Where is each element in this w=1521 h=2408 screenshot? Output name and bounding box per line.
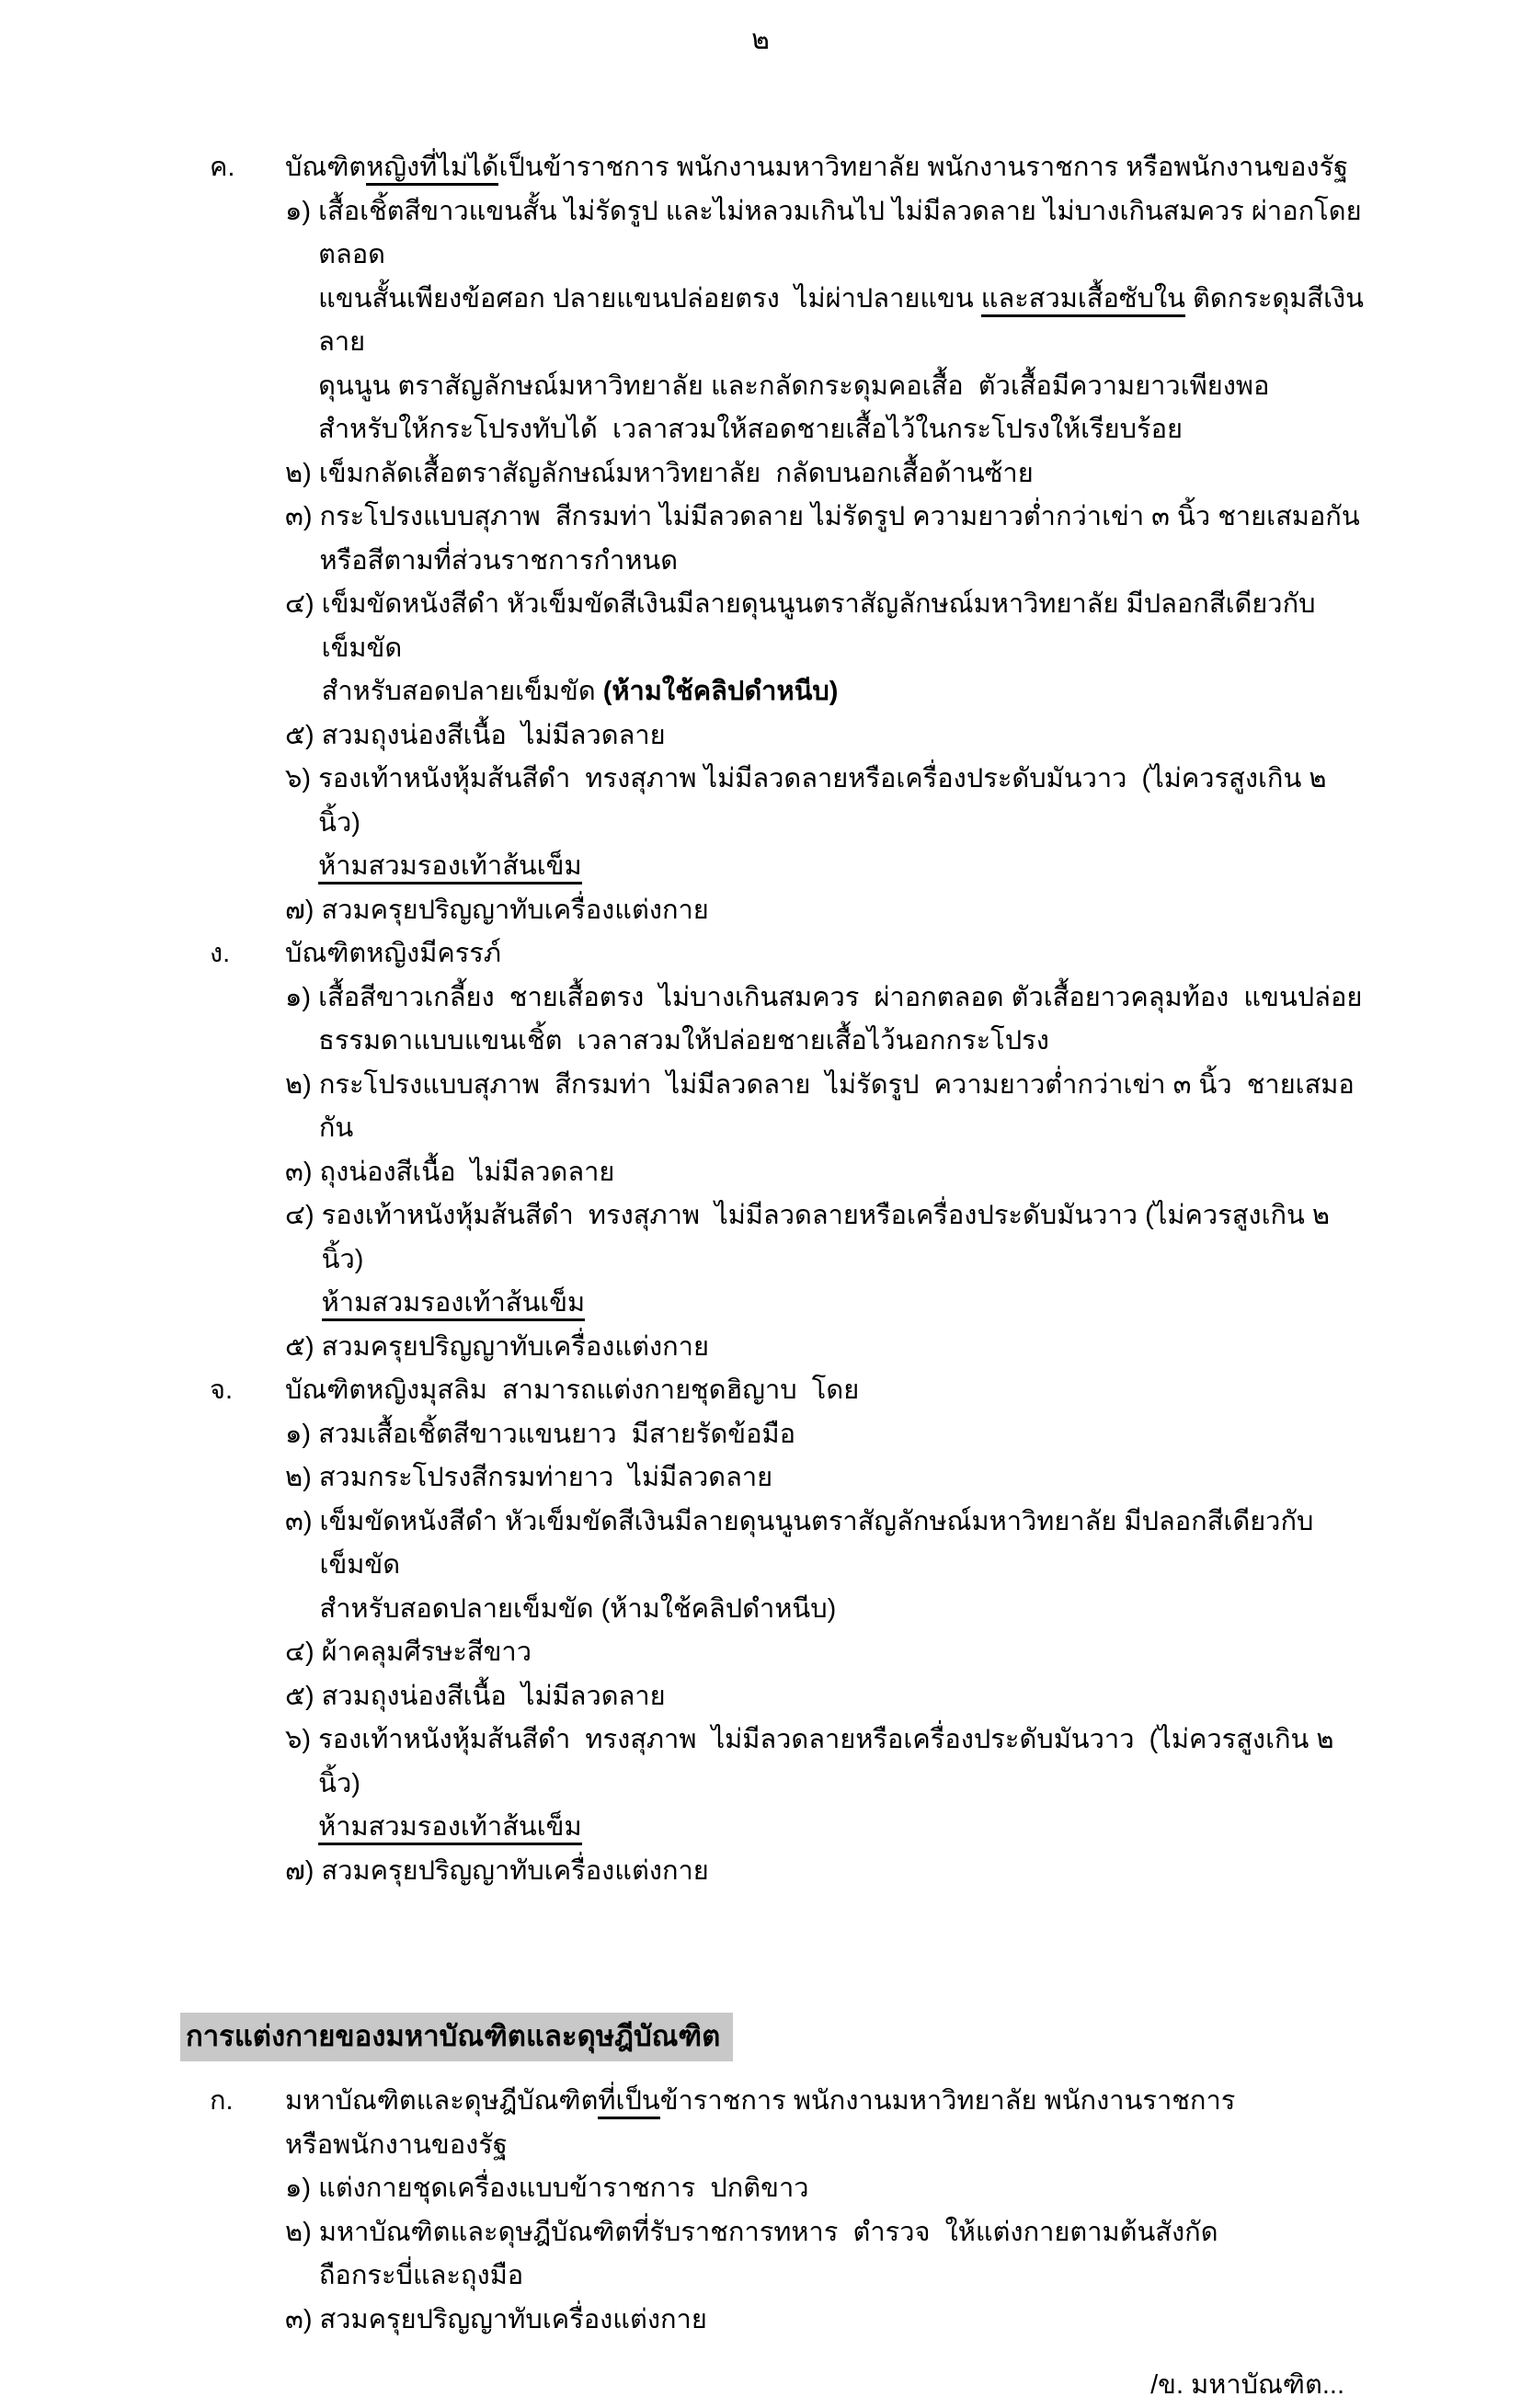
section-heading <box>285 146 1365 190</box>
section-letter: ง. <box>210 939 231 968</box>
text-run: สวมเสื้อเชิ้ตสีขาวแขนยาว มีสายรัดข้อมือ <box>318 1419 796 1449</box>
text-run: ดุนนูน ตราสัญลักษณ์มหาวิทยาลัย และกลัดกระดุมคอเสื้อ ตัวเสื้อมีความยาวเพียงพอ <box>318 371 1270 401</box>
list-item <box>285 1456 1365 1501</box>
underlined-text: หญิงที่ไม่ได้ <box>366 153 498 186</box>
list-item <box>285 452 1365 496</box>
document-section <box>0 146 1521 932</box>
list-item <box>285 1850 1365 1894</box>
text-run: เสื้อสีขาวเกลี้ยง ชายเสื้อตรง ไม่บางเกินสมควร ผ่าอกตลอด ตัวเสื้อยาวคลุมท้อง แขนปล่อย <box>318 982 1363 1012</box>
sections-before <box>0 146 1521 1893</box>
list-item <box>285 714 1365 759</box>
item-text <box>322 1326 1365 1370</box>
list-item <box>285 190 1365 452</box>
page-number: ๒ <box>751 25 770 55</box>
list-item <box>285 1501 1365 1632</box>
item-text <box>318 758 1365 889</box>
item-list <box>285 1413 1365 1894</box>
section-letter: ก. <box>210 2086 234 2116</box>
text-run: เป็นข้าราชการ พนักงานมหาวิทยาลัย พนักงานราชการ หรือพนักงานของรัฐ <box>498 153 1349 182</box>
item-number: ๑) <box>285 982 319 1012</box>
text-run: บัณฑิต <box>285 153 367 182</box>
item-text <box>319 1064 1365 1151</box>
text-run: สวมครุยปริญญาทับเครื่องแต่งกาย <box>321 895 709 925</box>
item-number: ๒) <box>285 458 319 488</box>
item-number: ๕) <box>285 1331 322 1362</box>
list-item <box>285 976 1365 1064</box>
text-run: สวมกระโปรงสีกรมท่ายาว ไม่มีลวดลาย <box>318 1463 773 1492</box>
item-text <box>322 1631 1365 1675</box>
item-list <box>285 976 1365 1370</box>
text-run: แขนสั้นเพียงข้อศอก ปลายแขนปล่อยตรง ไม่ผ่าปลายแขน <box>318 283 981 314</box>
text-run: ธรรมดาแบบแขนเชิ้ต เวลาสวมให้ปล่อยชายเสื้อไว้นอกกระโปรง <box>318 1026 1049 1056</box>
item-text <box>320 496 1365 583</box>
text-run: มหาบัณฑิตและดุษฎีบัณฑิตที่รับราชการทหาร ตำรวจ ให้แต่งกายตามต้นสังกัด <box>318 2217 1218 2247</box>
section-heading <box>285 932 1365 976</box>
text-run: บัณฑิตหญิงมีครรภ์ <box>285 939 501 968</box>
item-list <box>285 190 1365 933</box>
text-run: เข็มกลัดเสื้อตราสัญลักษณ์มหาวิทยาลัย กลัดบนอกเสื้อด้านซ้าย <box>318 458 1034 488</box>
item-number: ๒) <box>285 2217 319 2247</box>
text-run: บัณฑิตหญิงมุสลิม สามารถแต่งกายชุดฮิญาบ โดย <box>285 1375 860 1405</box>
list-item <box>285 1064 1365 1151</box>
text-run: สำหรับสอดปลายเข็มขัด (ห้ามใช้คลิปดำหนีบ) <box>319 1593 837 1624</box>
text-run: ข้าราชการ พนักงานมหาวิทยาลัย พนักงานราชการ <box>659 2086 1236 2116</box>
item-text <box>319 452 1365 496</box>
item-number: ๖) <box>285 764 319 793</box>
item-text <box>319 2211 1365 2299</box>
list-item <box>285 1413 1365 1457</box>
highlight-heading-row <box>180 2013 1521 2061</box>
list-item <box>285 2167 1365 2211</box>
list-item <box>285 1631 1365 1675</box>
text-run: ถือกระบี่และถุงมือ <box>318 2261 524 2290</box>
item-text <box>322 714 1365 759</box>
item-text <box>320 2299 1365 2343</box>
text-run: สวมถุงน่องสีเนื้อ ไม่มีลวดลาย <box>321 720 666 750</box>
item-text <box>322 583 1365 714</box>
text-run: ถุงน่องสีเนื้อ ไม่มีลวดลาย <box>319 1157 615 1187</box>
list-item <box>285 1326 1365 1370</box>
item-text <box>319 1456 1365 1501</box>
document-section <box>0 1369 1521 1893</box>
document-content <box>0 146 1521 2408</box>
text-run: ผ้าคลุมศีรษะสีขาว <box>321 1638 532 1667</box>
item-number: ๑) <box>285 1419 319 1449</box>
item-number: ๑) <box>285 196 319 226</box>
underlined-text: ห้ามสวมรองเท้าส้นเข็ม <box>318 851 581 884</box>
item-number: ๕) <box>285 720 322 750</box>
section-letter: จ. <box>210 1375 234 1405</box>
list-item <box>285 496 1365 583</box>
item-text <box>322 1850 1365 1894</box>
item-number: ๔) <box>285 1638 322 1667</box>
underlined-text: ห้ามสวมรองเท้าส้นเข็ม <box>322 1288 585 1321</box>
document-section <box>0 2080 1521 2342</box>
text-run: รองเท้าหนังหุ้มส้นสีดำ ทรงสุภาพ ไม่มีลวดลายหรือเครื่องประดับมันวาว (ไม่ควรสูงเกิน ๒ นิ้ว) <box>318 764 1334 838</box>
item-text <box>318 2167 1365 2211</box>
list-item <box>285 889 1365 933</box>
item-number: ๗) <box>285 895 322 925</box>
list-item <box>285 758 1365 889</box>
text-run: เข็มขัดหนังสีดำ หัวเข็มขัดสีเงินมีลายดุนนูนตราสัญลักษณ์มหาวิทยาลัย มีปลอกสีเดียวกับเข็มขัด <box>319 1506 1314 1580</box>
underlined-text: ห้ามสวมรองเท้าส้นเข็ม <box>318 1812 581 1845</box>
text-run: สวมครุยปริญญาทับเครื่องแต่งกาย <box>319 2304 707 2334</box>
document-section <box>0 932 1521 1369</box>
text-run: หรือพนักงานของรัฐ <box>285 2129 508 2160</box>
bold-text: (ห้ามใช้คลิปดำหนีบ) <box>602 677 839 706</box>
item-number: ๓) <box>285 1506 320 1536</box>
text-run: เข็มขัดหนังสีดำ หัวเข็มขัดสีเงินมีลายดุนนูนตราสัญลักษณ์มหาวิทยาลัย มีปลอกสีเดียวกับเข็มขัด <box>321 589 1316 663</box>
text-run: สำหรับสอดปลายเข็มขัด <box>321 677 603 706</box>
section-letter: ค. <box>210 153 235 182</box>
text-run: สวมครุยปริญญาทับเครื่องแต่งกาย <box>321 1855 709 1886</box>
item-number: ๓) <box>285 502 320 531</box>
text-run: มหาบัณฑิตและดุษฎีบัณฑิต <box>285 2086 599 2116</box>
item-number: ๔) <box>285 1201 322 1230</box>
list-item <box>285 583 1365 714</box>
item-text <box>322 1675 1365 1719</box>
list-item <box>285 1718 1365 1850</box>
text-run: สวมครุยปริญญาทับเครื่องแต่งกาย <box>321 1331 709 1362</box>
item-number: ๓) <box>285 2304 320 2334</box>
text-run: สวมถุงน่องสีเนื้อ ไม่มีลวดลาย <box>321 1681 666 1711</box>
text-run: เสื้อเชิ้ตสีขาวแขนสั้น ไม่รัดรูป และไม่หลวมเกินไป ไม่มีลวดลาย ไม่บางเกินสมควร ผ่าอกโดยตลอด <box>318 196 1362 269</box>
item-number: ๕) <box>285 1681 322 1711</box>
text-run: รองเท้าหนังหุ้มส้นสีดำ ทรงสุภาพ ไม่มีลวดลายหรือเครื่องประดับมันวาว (ไม่ควรสูงเกิน ๒ นิ้ว) <box>321 1201 1338 1274</box>
list-item <box>285 1151 1365 1195</box>
page-continuation-marker: /ข. มหาบัณฑิต... <box>1150 2370 1344 2400</box>
text-run: สำหรับให้กระโปรงทับได้ เวลาสวมให้สอดชายเสื้อไว้ในกระโปรงให้เรียบร้อย <box>318 415 1183 444</box>
item-text <box>318 1718 1365 1850</box>
item-number: ๔) <box>285 589 322 619</box>
item-text <box>322 1194 1365 1326</box>
text-run: หรือสีตามที่ส่วนราชการกำหนด <box>319 545 679 576</box>
list-item <box>285 2299 1365 2343</box>
item-text <box>322 889 1365 933</box>
list-item <box>285 1675 1365 1719</box>
item-number: ๒) <box>285 1069 319 1100</box>
list-item <box>285 2211 1365 2299</box>
item-number: ๖) <box>285 1725 319 1754</box>
item-list <box>285 2167 1365 2342</box>
item-number: ๗) <box>285 1855 322 1886</box>
item-text <box>320 1501 1365 1632</box>
text-run: กระโปรงแบบสุภาพ สีกรมท่า ไม่มีลวดลาย ไม่รัดรูป ความยาวต่ำกว่าเข่า ๓ นิ้ว ชายเสมอกัน <box>319 502 1360 531</box>
section-heading <box>285 2080 1365 2167</box>
item-text <box>320 1151 1365 1195</box>
item-text <box>318 190 1365 452</box>
highlighted-section-heading: การแต่งกายของมหาบัณฑิตและดุษฎีบัณฑิต <box>180 2013 733 2061</box>
text-run: กระโปรงแบบสุภาพ สีกรมท่า ไม่มีลวดลาย ไม่รัดรูป ความยาวต่ำกว่าเข่า ๓ นิ้ว ชายเสมอกัน <box>318 1069 1355 1143</box>
text-run: ติดกระดุมสีเงินลาย <box>318 283 1364 357</box>
list-item <box>285 1194 1365 1326</box>
sections-after <box>0 2080 1521 2342</box>
underlined-text: และสวมเสื้อซับใน <box>981 284 1185 317</box>
item-text <box>318 1413 1365 1457</box>
underlined-text: ที่เป็น <box>598 2086 659 2119</box>
item-number: ๒) <box>285 1463 319 1492</box>
item-text <box>318 976 1365 1064</box>
text-run: แต่งกายชุดเครื่องแบบข้าราชการ ปกติขาว <box>318 2174 809 2203</box>
text-run: รองเท้าหนังหุ้มส้นสีดำ ทรงสุภาพ ไม่มีลวดลายหรือเครื่องประดับมันวาว (ไม่ควรสูงเกิน ๒ นิ้ว) <box>318 1725 1342 1798</box>
section-heading <box>285 1369 1365 1413</box>
item-number: ๑) <box>285 2174 319 2203</box>
item-number: ๓) <box>285 1157 320 1187</box>
